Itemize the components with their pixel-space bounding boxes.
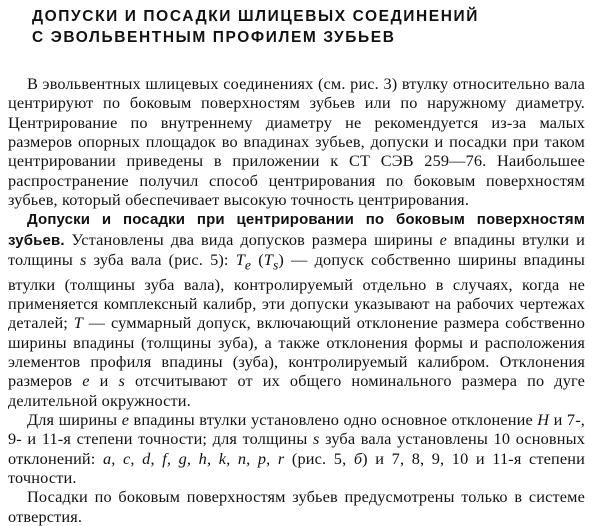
text-fragment: Для ширины: [27, 410, 122, 430]
text-fragment: ) — допуск собственно ширины впадины втулки (толщины зуба вала), контролируемый отдельно в случаях, когда не применяется комплексный калибр, эти допуски указывают на рабочих чертежах деталей;: [8, 250, 586, 333]
heading-line-2: С ЭВОЛЬВЕНТНЫМ ПРОФИЛЕМ ЗУБЬЕВ: [32, 29, 396, 46]
figure-ref-b: б: [353, 448, 363, 468]
symbol-t: T: [235, 250, 245, 270]
symbol-e: e: [82, 371, 90, 391]
body-text: [8, 74, 585, 526]
text-fragment: (рис. 5,: [284, 448, 354, 468]
subscript-e: e: [244, 257, 252, 273]
symbol-t: T: [73, 313, 83, 333]
section-heading: [32, 6, 585, 48]
text-fragment: Установлены два вида допусков размера ширины: [64, 229, 440, 249]
subscript-s: s: [272, 257, 279, 273]
text-fragment: и 7-, 9- и 11-я степени точности; для толщины: [8, 410, 585, 449]
symbol-e: e: [121, 410, 130, 430]
paragraph-tolerances: [8, 209, 585, 410]
symbol-t: T: [263, 250, 273, 270]
symbol-s: s: [118, 371, 125, 391]
paragraph-fits: Посадки по боковым поверхностям зубьев предусмотрены только в системе отверстия.: [8, 487, 585, 526]
text-fragment: ) и 7, 8, 9, 10 и 11-я степени точности.: [8, 448, 585, 488]
symbol-s: s: [80, 250, 87, 270]
text-fragment: впадины втулки и толщины: [8, 229, 585, 270]
symbol-s: s: [313, 429, 320, 449]
text-fragment: зуба вала (рис. 5):: [86, 250, 236, 270]
paragraph-intro: В эвольвентных шлицевых соединениях (см. рис. 3) втулку относительно вала центрируют по боковым поверхностям зубьев или по наружному диаметру. Центрирование по внутреннему диаметру не рекомендуется из-за малых размеров опорных площадок во впадинах зубьев, допуски и посадки при таком центрировании приведены в приложении к СТ СЭВ 259—76. Наибольшее распространение получил способ центрирования по боковым поверхностям зубьев, который обеспечивает высокую точность центрирования.: [8, 74, 585, 210]
paragraph-deviations: [8, 410, 585, 487]
text-fragment: и: [89, 371, 119, 391]
heading-line-1: ДОПУСКИ И ПОСАДКИ ШЛИЦЕВЫХ СОЕДИНЕНИЙ: [32, 8, 480, 25]
symbol-e: e: [439, 229, 448, 249]
text-fragment: впадины втулки установлено одно основное отклонение: [129, 410, 538, 430]
deviation-letters: a, c, d, f, g, h, k, n, p, r: [103, 448, 285, 468]
text-fragment: (: [251, 250, 264, 270]
symbol-h: H: [537, 410, 550, 430]
text-fragment: отсчитывают от их общего номинального размера по дуге делительной окружности.: [8, 371, 585, 410]
text-fragment: зуба вала установлены 10 основных отклонений:: [8, 429, 585, 468]
run-in-heading: Допуски и посадки при центрировании по боковым поверхностям зубьев.: [8, 211, 585, 249]
text-fragment: — суммарный допуск, включающий отклонение размера собственно ширины впадины (толщины зуба), а также отклонения формы и расположения элементов профиля впадины (зуба), контролируемый калибром. Отклонения размеров: [8, 313, 586, 391]
